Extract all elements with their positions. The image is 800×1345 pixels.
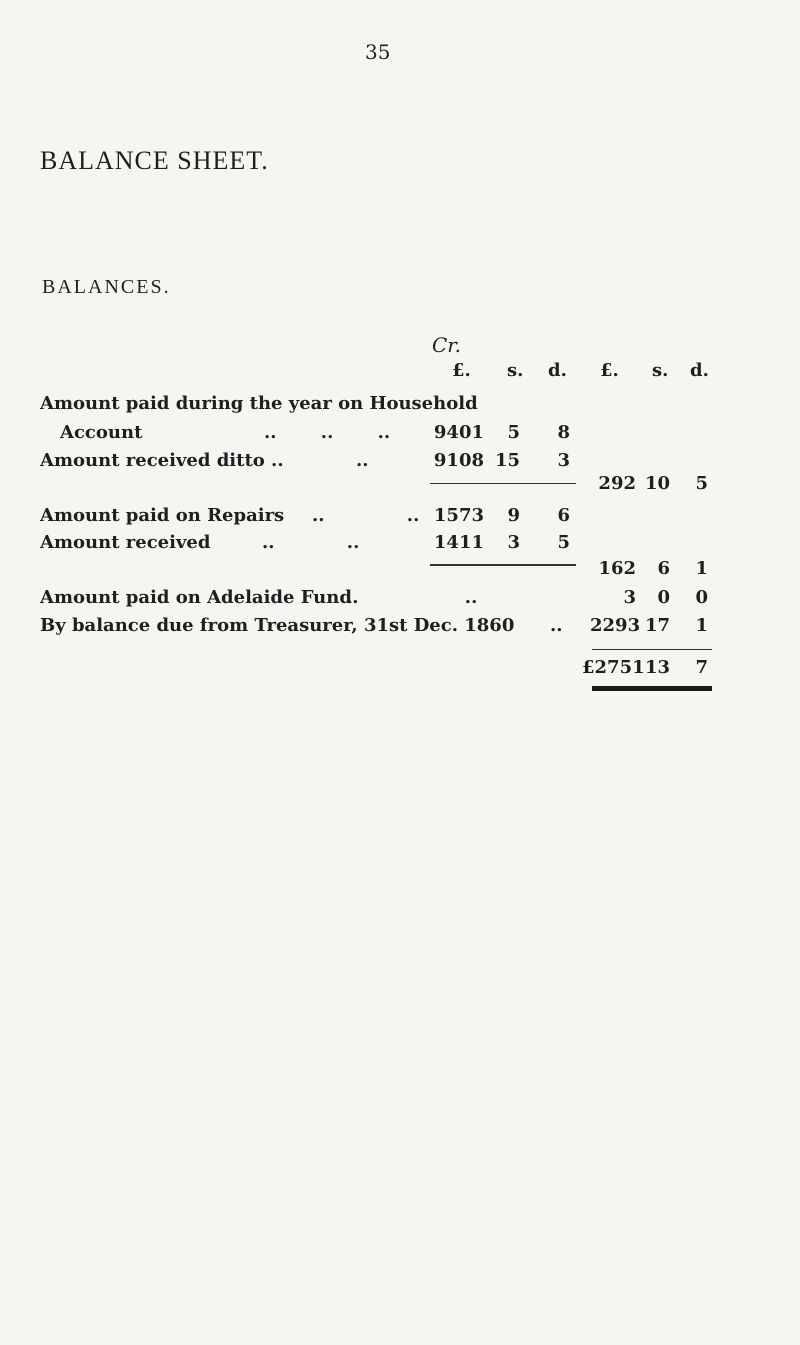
treasurer-balance-pence: 1	[695, 615, 708, 636]
treasurer-balance-dots: ..	[550, 615, 563, 636]
household-label-line1: Amount paid during the year on Household	[40, 393, 478, 414]
inner-pence-header: d.	[548, 360, 567, 381]
page-number: 35	[365, 40, 391, 64]
household-received-pence: 3	[557, 450, 570, 471]
household-balance-pounds: 292	[598, 473, 636, 494]
outer-pounds-header: £.	[600, 360, 619, 381]
repairs-paid-dots: .. ..	[312, 505, 420, 526]
household-paid-pence: 8	[557, 422, 570, 443]
repairs-received-label: Amount received	[40, 532, 211, 553]
repairs-received-shillings: 3	[507, 532, 520, 553]
repairs-balance-pence: 1	[695, 558, 708, 579]
household-paid-shillings: 5	[507, 422, 520, 443]
household-received-shillings: 15	[494, 450, 520, 471]
repairs-received-dots: .. ..	[262, 532, 360, 553]
total-rule	[592, 649, 712, 650]
household-label-line2: Account	[60, 422, 143, 443]
total-pence: 7	[695, 657, 708, 678]
page-title: BALANCE SHEET.	[40, 146, 269, 175]
repairs-paid-pence: 6	[557, 505, 570, 526]
total-double-rule	[592, 686, 712, 691]
household-paid-pounds: 9401	[433, 422, 484, 443]
inner-shillings-header: s.	[507, 360, 524, 381]
repairs-balance-pounds: 162	[598, 558, 636, 579]
credit-side-label: Cr.	[432, 333, 462, 357]
section-heading: BALANCES.	[42, 276, 171, 298]
outer-shillings-header: s.	[652, 360, 669, 381]
household-balance-pence: 5	[695, 473, 708, 494]
household-received-pounds: 9108	[433, 450, 484, 471]
treasurer-balance-label: By balance due from Treasurer, 31st Dec. 1860	[40, 615, 515, 636]
outer-pence-header: d.	[690, 360, 709, 381]
household-subtotal-rule	[430, 483, 576, 484]
household-dots: .. .. ..	[264, 422, 391, 443]
adelaide-fund-shillings: 0	[657, 587, 670, 608]
repairs-received-pounds: 1411	[433, 532, 484, 553]
adelaide-fund-label: Amount paid on Adelaide Fund	[40, 587, 352, 608]
inner-pounds-header: £.	[452, 360, 471, 381]
adelaide-fund-dots: .. ..	[346, 587, 478, 608]
repairs-received-pence: 5	[557, 532, 570, 553]
adelaide-fund-pence: 0	[695, 587, 708, 608]
repairs-paid-pounds: 1573	[433, 505, 484, 526]
repairs-paid-label: Amount paid on Repairs	[40, 505, 285, 526]
repairs-balance-shillings: 6	[657, 558, 670, 579]
repairs-paid-shillings: 9	[507, 505, 520, 526]
treasurer-balance-shillings: 17	[644, 615, 670, 636]
adelaide-fund-pounds: 3	[623, 587, 636, 608]
household-received-dots: ..	[356, 450, 369, 471]
treasurer-balance-pounds: 2293	[590, 615, 641, 636]
total-shillings: 13	[644, 657, 670, 678]
household-balance-shillings: 10	[644, 473, 670, 494]
household-received-label: Amount received ditto ..	[40, 450, 284, 471]
repairs-subtotal-rule	[430, 564, 576, 566]
total-pounds: £2751	[582, 657, 645, 678]
